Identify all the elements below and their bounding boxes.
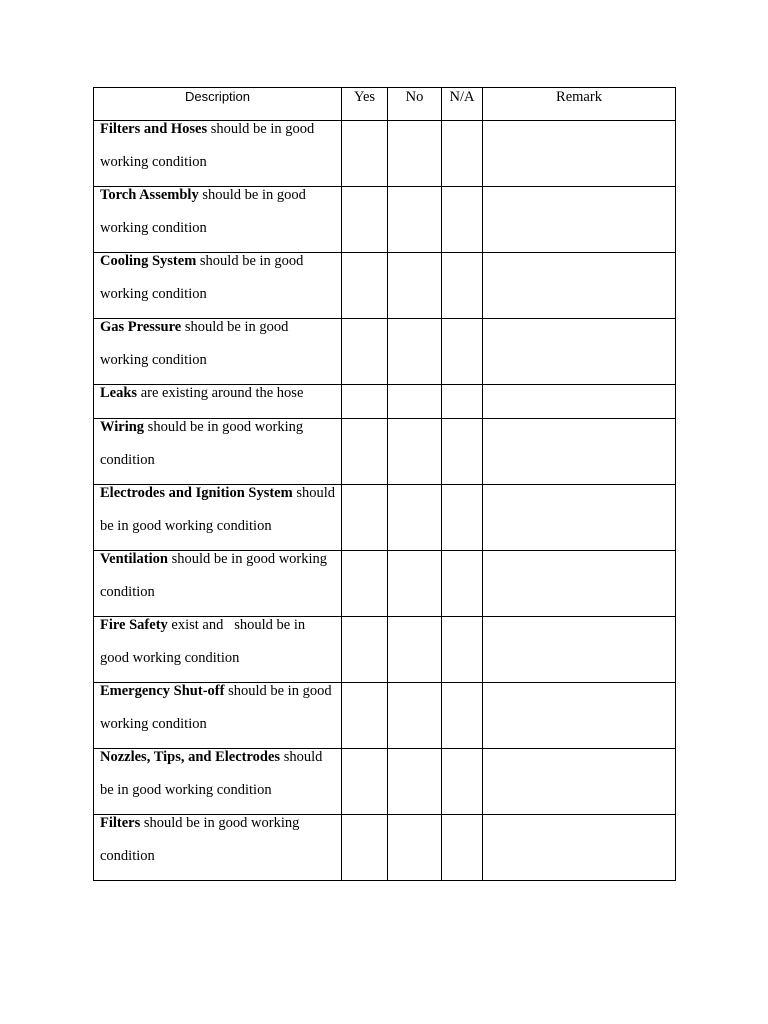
remark-cell[interactable]	[483, 419, 676, 485]
na-cell[interactable]	[442, 187, 483, 253]
item-description-text	[100, 411, 335, 477]
header-yes: Yes	[342, 88, 388, 121]
table-row	[94, 749, 676, 815]
table-row	[94, 815, 676, 881]
header-description: Description	[94, 88, 342, 121]
inspection-checklist-table	[93, 87, 676, 881]
remark-cell[interactable]	[483, 187, 676, 253]
item-description	[94, 121, 342, 187]
item-description-text	[100, 113, 335, 179]
table-row	[94, 485, 676, 551]
item-requirement: should be in good working condition	[100, 749, 326, 798]
remark-cell[interactable]	[483, 385, 676, 419]
no-cell[interactable]	[388, 815, 442, 881]
item-requirement: should be in good working condition	[100, 319, 292, 368]
item-requirement: should be in good working condition	[100, 683, 336, 732]
no-cell[interactable]	[388, 253, 442, 319]
na-cell[interactable]	[442, 749, 483, 815]
item-description-text	[100, 741, 335, 807]
na-cell[interactable]	[442, 815, 483, 881]
no-cell[interactable]	[388, 683, 442, 749]
item-description-text	[100, 245, 335, 311]
remark-cell[interactable]	[483, 485, 676, 551]
item-requirement: should be in good working condition	[100, 253, 308, 302]
table-row	[94, 617, 676, 683]
yes-cell[interactable]	[342, 485, 388, 551]
table-row	[94, 121, 676, 187]
item-description	[94, 617, 342, 683]
header-remark: Remark	[483, 88, 676, 121]
remark-cell[interactable]	[483, 121, 676, 187]
item-name: Emergency Shut-off	[100, 683, 225, 699]
item-name: Wiring	[100, 419, 145, 435]
item-requirement: should be in good working condition	[100, 419, 307, 468]
na-cell[interactable]	[442, 551, 483, 617]
no-cell[interactable]	[388, 485, 442, 551]
remark-cell[interactable]	[483, 683, 676, 749]
yes-cell[interactable]	[342, 749, 388, 815]
yes-cell[interactable]	[342, 617, 388, 683]
item-description	[94, 749, 342, 815]
item-requirement: should be in good working condition	[100, 187, 310, 236]
item-description	[94, 551, 342, 617]
table-row	[94, 683, 676, 749]
no-cell[interactable]	[388, 419, 442, 485]
yes-cell[interactable]	[342, 385, 388, 419]
item-description	[94, 815, 342, 881]
item-name: Electrodes and Ignition System	[100, 485, 293, 501]
item-name: Nozzles, Tips, and Electrodes	[100, 749, 281, 765]
item-requirement: exist and should be in good working condition	[100, 617, 309, 666]
remark-cell[interactable]	[483, 551, 676, 617]
na-cell[interactable]	[442, 485, 483, 551]
item-description	[94, 253, 342, 319]
item-description-text	[100, 377, 335, 410]
item-description-text	[100, 311, 335, 377]
na-cell[interactable]	[442, 121, 483, 187]
na-cell[interactable]	[442, 385, 483, 419]
item-name: Cooling System	[100, 253, 197, 269]
table-row	[94, 419, 676, 485]
no-cell[interactable]	[388, 385, 442, 419]
na-cell[interactable]	[442, 319, 483, 385]
item-description	[94, 485, 342, 551]
item-name: Ventilation	[100, 551, 168, 567]
item-requirement: should be in good working condition	[100, 121, 318, 170]
checklist-body	[94, 121, 676, 881]
item-name: Leaks	[100, 385, 138, 401]
yes-cell[interactable]	[342, 253, 388, 319]
item-description	[94, 419, 342, 485]
yes-cell[interactable]	[342, 319, 388, 385]
remark-cell[interactable]	[483, 319, 676, 385]
na-cell[interactable]	[442, 617, 483, 683]
item-name: Filters	[100, 815, 141, 831]
item-description-text	[100, 675, 335, 741]
yes-cell[interactable]	[342, 419, 388, 485]
item-name: Torch Assembly	[100, 187, 199, 203]
item-requirement: should be in good working condition	[100, 815, 303, 864]
item-requirement: are existing around the hose	[137, 385, 304, 401]
table-row	[94, 319, 676, 385]
item-description	[94, 319, 342, 385]
na-cell[interactable]	[442, 683, 483, 749]
item-description-text	[100, 179, 335, 245]
na-cell[interactable]	[442, 419, 483, 485]
no-cell[interactable]	[388, 617, 442, 683]
na-cell[interactable]	[442, 253, 483, 319]
yes-cell[interactable]	[342, 551, 388, 617]
item-description-text	[100, 609, 335, 675]
item-name: Gas Pressure	[100, 319, 182, 335]
yes-cell[interactable]	[342, 815, 388, 881]
item-description	[94, 187, 342, 253]
table-row	[94, 253, 676, 319]
header-na: N/A	[442, 88, 483, 121]
item-requirement: should be in good working condition	[100, 485, 339, 534]
no-cell[interactable]	[388, 749, 442, 815]
item-requirement: should be in good working condition	[100, 551, 331, 600]
table-row	[94, 187, 676, 253]
item-description	[94, 683, 342, 749]
remark-cell[interactable]	[483, 815, 676, 881]
table-row	[94, 551, 676, 617]
item-name: Fire Safety	[100, 617, 168, 633]
no-cell[interactable]	[388, 551, 442, 617]
no-cell[interactable]	[388, 187, 442, 253]
remark-cell[interactable]	[483, 253, 676, 319]
item-description-text	[100, 477, 339, 543]
yes-cell[interactable]	[342, 683, 388, 749]
yes-cell[interactable]	[342, 121, 388, 187]
no-cell[interactable]	[388, 319, 442, 385]
header-no: No	[388, 88, 442, 121]
item-description-text	[100, 807, 335, 873]
yes-cell[interactable]	[342, 187, 388, 253]
remark-cell[interactable]	[483, 617, 676, 683]
item-name: Filters and Hoses	[100, 121, 208, 137]
item-description-text	[100, 543, 335, 609]
no-cell[interactable]	[388, 121, 442, 187]
remark-cell[interactable]	[483, 749, 676, 815]
